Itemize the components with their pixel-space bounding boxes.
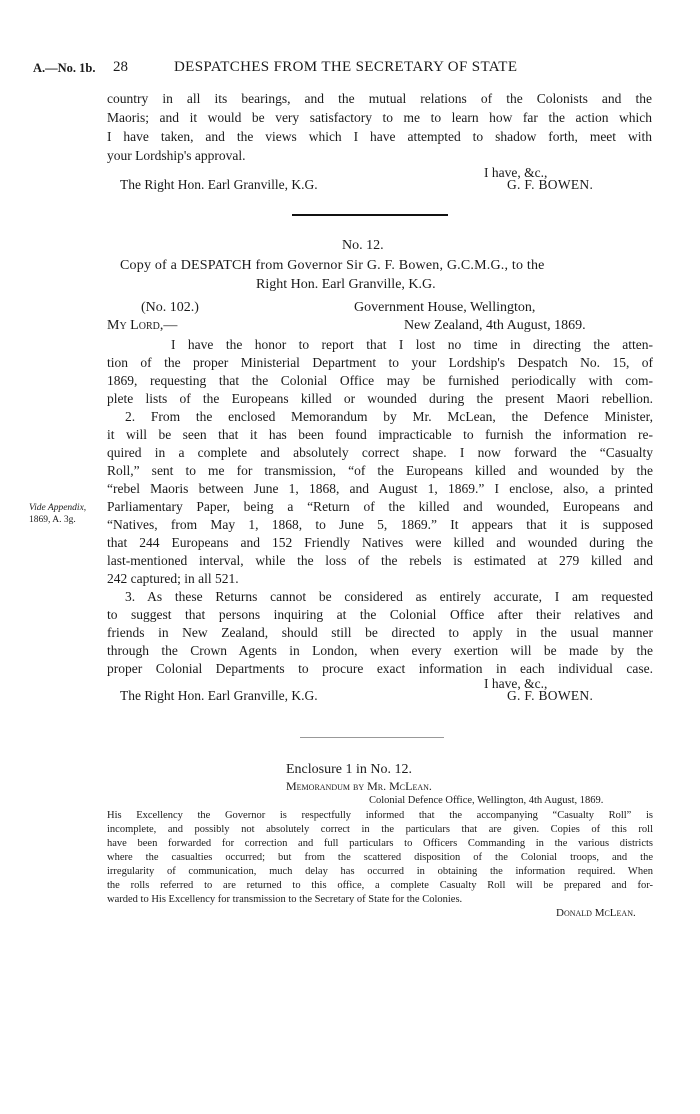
enclosure-line: warded to His Excellency for transmission to the Secretary of State for the Colonies. [107,894,463,905]
enclosure-signature: Donald McLean. [556,907,636,919]
despatch-number: No. 12. [342,238,384,253]
body-line: quired in a complete and absolutely correct shape. I now forward the “Casualty [107,445,653,460]
margin-note-line2: 1869, A. 3g. [29,515,76,525]
despatch-addressee: The Right Hon. Earl Granville, K.G. [120,688,318,703]
previous-signature: G. F. BOWEN. [507,177,594,192]
enclosure-location-date: Colonial Defence Office, Wellington, 4th August, 1869. [369,795,604,806]
body-line: last-mentioned interval, while the loss of the rebels is estimated at 279 killed and [107,553,653,568]
body-line: 1869, requesting that the Colonial Office may be furnished periodically with com- [107,373,653,388]
despatch-closing: I have, &c., [484,676,548,691]
enclosure-line: incomplete, and possibly not absolutely correct in the particulars that are given. Copies of this roll [107,824,653,835]
body-line: “Natives, from May 1, 1868, to June 5, 1869.” It appears that it is supposed [107,517,653,532]
enclosure-line: where the casualties occurred; but from the scattered disposition of the Colonial troops, and the [107,852,653,863]
page-number: 28 [113,59,128,75]
previous-line: your Lordship's approval. [107,148,246,163]
previous-line: country in all its bearings, and the mutual relations of the Colonists and the [107,91,652,106]
despatch-signature: G. F. BOWEN. [507,688,594,703]
body-line: plete lists of the Europeans killed or wounded during the present Maori rebellion. [107,391,653,406]
body-line: 3. As these Returns cannot be considered as entirely accurate, I am requested [125,589,653,604]
despatch-address-line1: Government House, Wellington, [354,300,536,315]
body-line: I have the honor to report that I lost no time in directing the atten- [171,337,653,352]
body-line: proper Colonial Departments to procure exact information in each individual case. [107,661,653,676]
body-line: Parliamentary Paper, being a “Return of the killed and wounded, Europeans and [107,499,653,514]
despatch-ref-number: (No. 102.) [141,300,199,315]
enclosure-line: have been forwarded for correction and full particulars to Officers Commanding in the various districts [107,838,653,849]
enclosure-line: His Excellency the Governor is respectfully informed that the accompanying “Casualty Roll” is [107,810,653,821]
body-line: tion of the proper Ministerial Department to your Lordship's Despatch No. 15, of [107,355,653,370]
body-line: it will be seen that it has been found impracticable to furnish the information re- [107,427,653,442]
enclosure-title: Enclosure 1 in No. 12. [286,762,412,777]
body-line: Roll,” sent to me for transmission, “of the Europeans killed and wounded by the [107,463,653,478]
body-line: that 244 Europeans and 152 Friendly Natives were killed and wounded during the [107,535,653,550]
despatch-salutation: My Lord,— [107,318,178,333]
enclosure-subtitle: Memorandum by Mr. McLean. [286,779,432,793]
running-title: DESPATCHES FROM THE SECRETARY OF STATE [174,59,518,75]
body-line: “rebel Maoris between June 1, 1868, and August 1, 1869.” I enclose, also, a printed [107,481,653,496]
enclosure-line: irregularity of communication, much delay has occurred in obtaining the information required. When [107,866,653,877]
header-reference: A.—No. 1b. [33,61,96,75]
margin-note-line1: Vide Appendix, [29,503,87,513]
previous-addressee: The Right Hon. Earl Granville, K.G. [120,177,318,192]
enclosure-line: the rolls referred to are returned to this office, a complete Casualty Roll will be prepared and for- [107,880,653,891]
body-line: 242 captured; in all 521. [107,571,239,586]
body-line: friends in New Zealand, should still be directed to apply in the usual manner [107,625,653,640]
previous-line: Maoris; and it would be very satisfactory to me to learn how far the action which [107,110,652,125]
body-line: 2. From the enclosed Memorandum by Mr. McLean, the Defence Minister, [125,409,653,424]
previous-line: I have taken, and the views which I have attempted to shadow forth, meet with [107,129,652,144]
despatch-address-line2: New Zealand, 4th August, 1869. [404,318,586,333]
previous-closing: I have, &c., [484,165,548,180]
section-divider [300,737,444,738]
despatch-heading-line2: Right Hon. Earl Granville, K.G. [256,277,436,292]
body-line: to suggest that persons inquiring at the Colonial Office after their relatives and [107,607,653,622]
body-line: through the Crown Agents in London, when every exertion will be made by the [107,643,653,658]
despatch-heading-line1: Copy of a DESPATCH from Governor Sir G. F. Bowen, G.C.M.G., to the [120,258,545,273]
section-divider [292,214,448,216]
